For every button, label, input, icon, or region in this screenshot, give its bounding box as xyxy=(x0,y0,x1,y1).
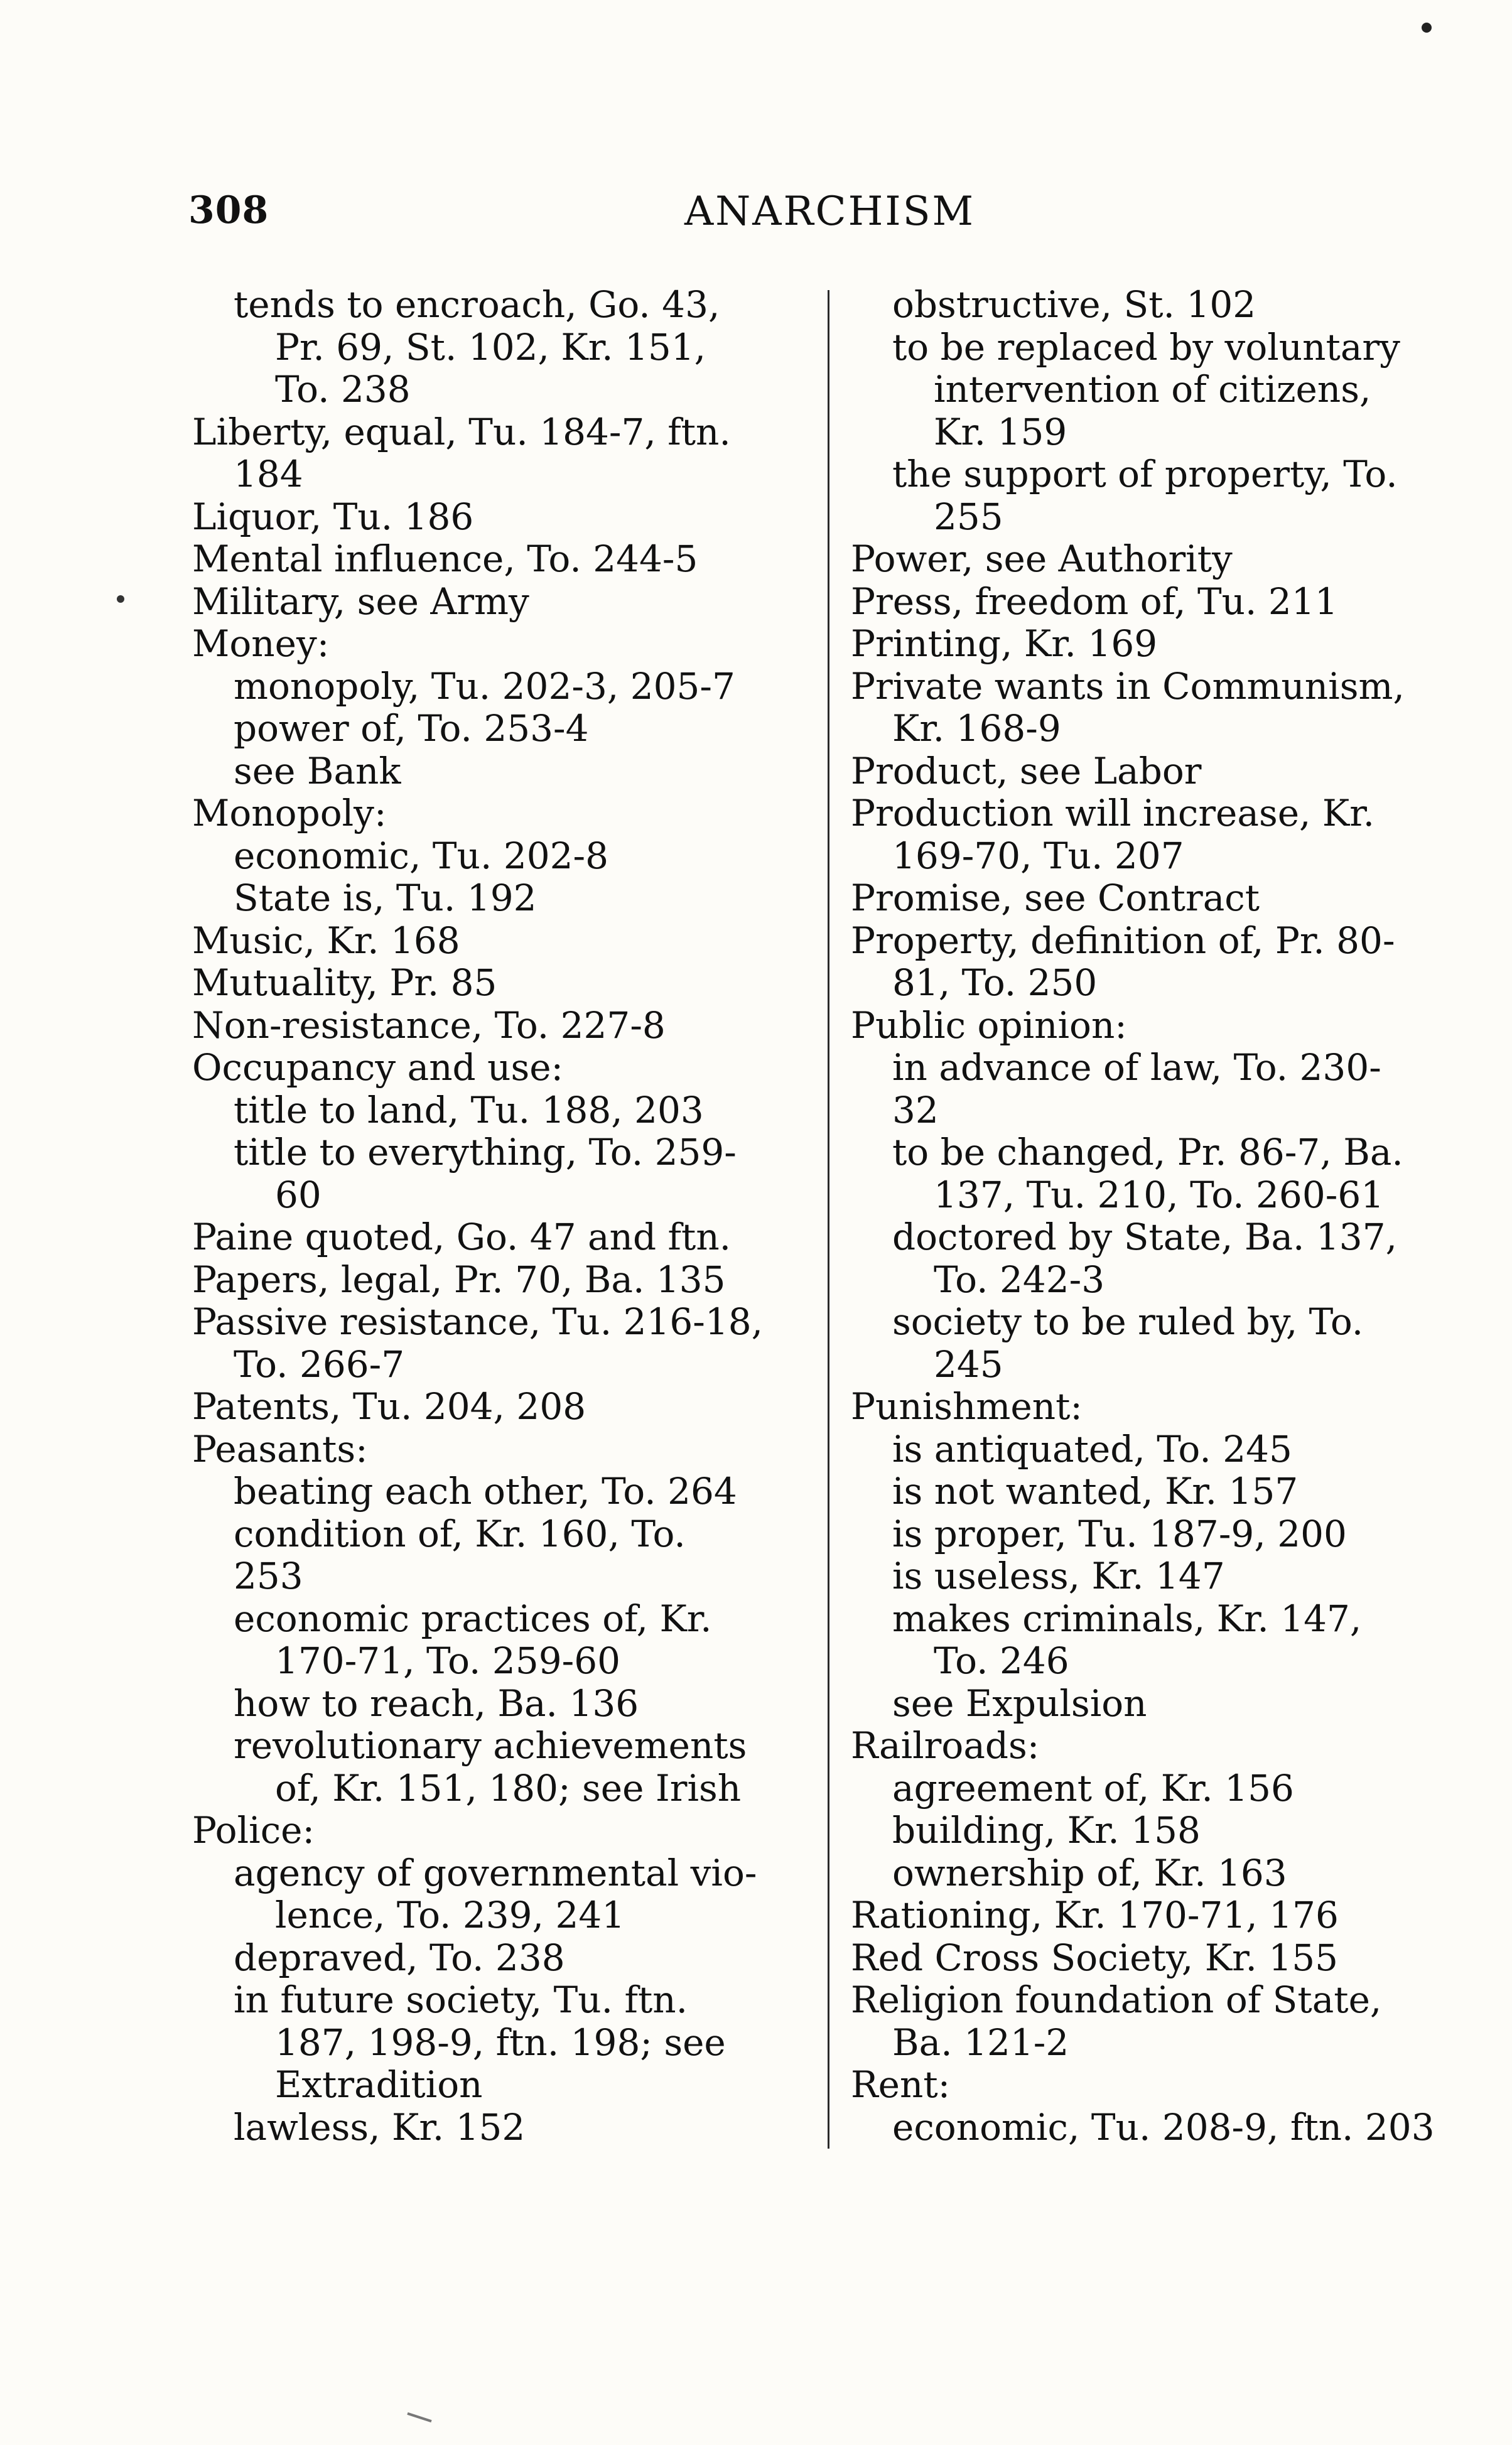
index-entry-line: beating each other, To. 264 xyxy=(234,1470,737,1513)
running-title: ANARCHISM xyxy=(684,188,976,235)
index-entry-line: Railroads: xyxy=(851,1724,1040,1767)
index-entry-line: Promise, see Contract xyxy=(851,877,1260,919)
index-entry-line: Extradition xyxy=(275,2063,483,2106)
index-entry-line: is useless, Kr. 147 xyxy=(892,1555,1225,1597)
index-entry-line: State is, Tu. 192 xyxy=(234,877,537,919)
index-entry-line: Rent: xyxy=(851,2063,951,2106)
index-entry-line: title to everything, To. 259- xyxy=(234,1131,737,1174)
running-header xyxy=(188,188,1463,251)
index-entry-line: of, Kr. 151, 180; see Irish xyxy=(275,1766,742,1810)
index-entry-line: society to be ruled by, To. xyxy=(892,1300,1364,1343)
index-entry-line: 81, To. 250 xyxy=(892,961,1098,1004)
index-entry-line: is antiquated, To. 245 xyxy=(892,1427,1292,1471)
index-entry-line: Kr. 159 xyxy=(934,410,1067,453)
index-entry-line: Private wants in Communism, xyxy=(851,664,1405,708)
index-entry-line: 245 xyxy=(934,1342,1003,1386)
index-entry-line: obstructive, St. 102 xyxy=(892,283,1256,326)
index-entry-line: title to land, Tu. 188, 203 xyxy=(234,1088,704,1131)
index-entry-line: Patents, Tu. 204, 208 xyxy=(192,1385,586,1428)
index-entry-line: Power, see Authority xyxy=(851,537,1233,580)
index-column-right xyxy=(851,284,1491,2149)
index-entry-line: Printing, Kr. 169 xyxy=(851,622,1158,665)
index-entry-line: To. 242-3 xyxy=(934,1258,1105,1301)
index-entry-line: Music, Kr. 168 xyxy=(192,919,460,962)
index-entry-line: economic, Tu. 208-9, ftn. 203 xyxy=(892,2105,1435,2149)
index-entry-line: Pr. 69, St. 102, Kr. 151, xyxy=(275,325,706,369)
page-number: 308 xyxy=(188,188,269,232)
ink-dot-mark xyxy=(1422,23,1432,33)
index-entry-line: Religion foundation of State, xyxy=(851,1978,1382,2021)
index-entry-line: 60 xyxy=(275,1173,321,1216)
margin-bullet-mark xyxy=(117,595,124,603)
index-entry-line: power of, To. 253-4 xyxy=(234,707,589,750)
index-entry-line: depraved, To. 238 xyxy=(234,1936,565,1979)
index-entry-line: Rationing, Kr. 170-71, 176 xyxy=(851,1894,1339,1936)
index-entry-line: is proper, Tu. 187-9, 200 xyxy=(892,1512,1347,1555)
index-entry-line: agency of governmental vio- xyxy=(234,1851,757,1894)
index-entry-line: how to reach, Ba. 136 xyxy=(234,1681,639,1725)
index-entry-line: 170-71, To. 259-60 xyxy=(275,1639,621,1682)
index-entry-line: see Bank xyxy=(234,749,401,792)
index-entry-line: see Expulsion xyxy=(892,1681,1147,1725)
index-entry-line: Military, see Army xyxy=(192,580,529,623)
index-entry-line: Paine quoted, Go. 47 and ftn. xyxy=(192,1216,732,1258)
index-entry-line: Passive resistance, Tu. 216-18, xyxy=(192,1300,764,1343)
index-entry-line: in future society, Tu. ftn. xyxy=(234,1978,688,2021)
index-entry-line: Liquor, Tu. 186 xyxy=(192,495,474,538)
index-entry-line: Red Cross Society, Kr. 155 xyxy=(851,1936,1339,1979)
index-entry-line: Mutuality, Pr. 85 xyxy=(192,961,497,1004)
index-entry-line: condition of, Kr. 160, To. xyxy=(234,1512,686,1555)
index-entry-line: Property, definition of, Pr. 80- xyxy=(851,919,1395,962)
index-entry-line: the support of property, To. xyxy=(892,453,1398,495)
index-entry-line: agreement of, Kr. 156 xyxy=(892,1766,1294,1810)
index-entry-line: economic, Tu. 202-8 xyxy=(234,834,609,877)
index-entry-line: 169-70, Tu. 207 xyxy=(892,834,1184,877)
index-entry-line: Ba. 121-2 xyxy=(892,2021,1069,2064)
index-entry-line: building, Kr. 158 xyxy=(892,1809,1201,1852)
index-entry-line: Non-resistance, To. 227-8 xyxy=(192,1003,666,1047)
index-entry-line: Kr. 168-9 xyxy=(892,707,1061,750)
column-divider xyxy=(828,290,829,2149)
index-entry-line: Liberty, equal, Tu. 184-7, ftn. xyxy=(192,410,731,453)
index-entry-line: Occupancy and use: xyxy=(192,1046,564,1089)
index-entry-line: to be replaced by voluntary xyxy=(892,325,1400,369)
index-entry-line: lawless, Kr. 152 xyxy=(234,2105,526,2149)
index-entry-line: is not wanted, Kr. 157 xyxy=(892,1470,1299,1513)
index-entry-line: Product, see Labor xyxy=(851,749,1202,792)
index-entry-line: To. 246 xyxy=(934,1639,1069,1682)
index-entry-line: Mental influence, To. 244-5 xyxy=(192,537,698,580)
index-entry-line: 184 xyxy=(234,453,303,495)
index-entry-line: Public opinion: xyxy=(851,1003,1127,1047)
index-entry-line: in advance of law, To. 230- xyxy=(892,1046,1381,1089)
index-entry-line: Monopoly: xyxy=(192,792,387,834)
index-entry-line: Papers, legal, Pr. 70, Ba. 135 xyxy=(192,1258,726,1301)
index-entry-line: 32 xyxy=(892,1088,939,1131)
index-entry-line: to be changed, Pr. 86-7, Ba. xyxy=(892,1131,1403,1174)
index-entry-line: revolutionary achievements xyxy=(234,1724,747,1767)
index-entry-line: To. 266-7 xyxy=(234,1342,405,1386)
index-entry-line: Police: xyxy=(192,1809,315,1852)
index-entry-line: Money: xyxy=(192,622,330,665)
index-entry-line: 255 xyxy=(934,495,1003,538)
index-entry-line: tends to encroach, Go. 43, xyxy=(234,283,720,326)
index-entry-line: 187, 198-9, ftn. 198; see xyxy=(275,2021,726,2064)
index-entry-line: ownership of, Kr. 163 xyxy=(892,1851,1287,1894)
index-entry-line: Press, freedom of, Tu. 211 xyxy=(851,580,1338,623)
index-entry-line: 253 xyxy=(234,1555,303,1597)
stray-dash-mark xyxy=(407,2412,431,2422)
index-entry-line: monopoly, Tu. 202-3, 205-7 xyxy=(234,664,735,708)
index-entry-line: To. 238 xyxy=(275,368,411,411)
index-entry-line: doctored by State, Ba. 137, xyxy=(892,1216,1398,1258)
index-entry-line: makes criminals, Kr. 147, xyxy=(892,1597,1362,1640)
index-entry-line: economic practices of, Kr. xyxy=(234,1597,712,1640)
index-entry-line: lence, To. 239, 241 xyxy=(275,1894,625,1936)
index-entry-line: 137, Tu. 210, To. 260-61 xyxy=(934,1173,1385,1216)
index-entry-line: Peasants: xyxy=(192,1427,368,1471)
index-entry-line: Punishment: xyxy=(851,1385,1083,1428)
index-entry-line: Production will increase, Kr. xyxy=(851,792,1375,834)
index-entry-line: intervention of citizens, xyxy=(934,368,1371,411)
index-column-left xyxy=(192,284,820,2149)
